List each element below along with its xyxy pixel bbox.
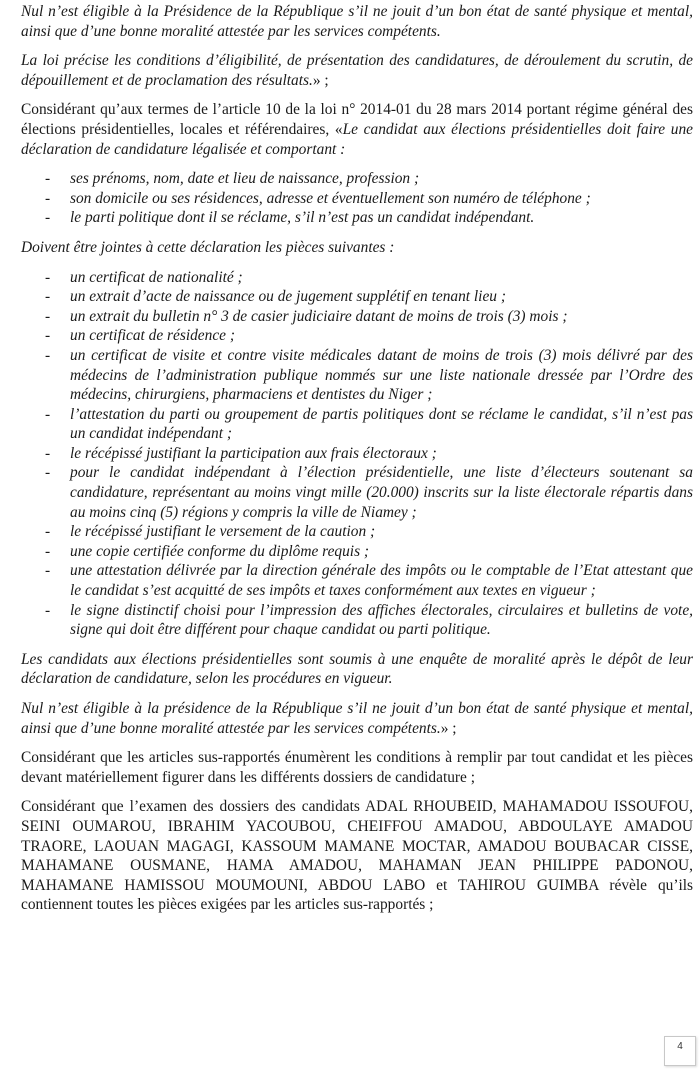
list-item bbox=[21, 346, 693, 405]
list-item bbox=[21, 561, 693, 600]
paragraph-text: Les candidats aux élections présidentielles sont soumis à une enquête de moralité après le dépôt de leur déclaration de candidature, selon les procédures en vigueur. bbox=[21, 650, 693, 688]
list-item bbox=[21, 268, 693, 288]
list-item bbox=[21, 287, 693, 307]
dash-bullet: - bbox=[45, 327, 51, 345]
paragraph-text: Doivent être jointes à cette déclaration les pièces suivantes : bbox=[21, 238, 395, 256]
paragraph-text: Nul n’est éligible à la présidence de la République s’il ne jouit d’un bon état de santé physique et mental, ainsi que d’une bonne moralité attestée par les services compétents. bbox=[21, 700, 693, 737]
list-item-text: un certificat de nationalité ; bbox=[70, 268, 243, 286]
list-item bbox=[21, 208, 693, 228]
list-item-text: un extrait d’acte de naissance ou de jugement supplétif en tenant lieu ; bbox=[70, 288, 506, 306]
dash-bullet: - bbox=[45, 542, 51, 560]
list-item-text: pour le candidat indépendant à l’élection présidentielle, une liste d’électeurs soutenant sa candidature, représentant au moins vingt mille (20.000) inscrits sur la liste électorale répartis dans au moins cinq (5) régions y compris la ville de Niamey ; bbox=[70, 464, 693, 521]
list-item-text: une copie certifiée conforme du diplôme requis ; bbox=[70, 542, 370, 560]
list-item bbox=[21, 307, 693, 327]
list-item-text: l’attestation du parti ou groupement de partis politiques dont se réclame le candidat, s’il n’est pas un candidat indépendant ; bbox=[70, 405, 693, 443]
paragraph-eligibility-intro bbox=[21, 2, 693, 41]
list-item bbox=[21, 542, 693, 562]
dash-bullet: - bbox=[45, 562, 51, 580]
paragraph-quote: Le candidat aux élections présidentielles doit faire une déclaration de candidature légalisée et comportant : bbox=[21, 120, 694, 158]
list-item bbox=[21, 522, 693, 542]
dash-bullet: - bbox=[45, 288, 51, 306]
paragraph-text: Considérant qu’aux termes de l’article 10 de la loi n° 2014-01 du 28 mars 2014 portant régime général des élections présidentielles, locales et référendaires, « bbox=[21, 101, 693, 138]
dash-bullet: - bbox=[45, 209, 51, 227]
dash-bullet: - bbox=[45, 268, 51, 286]
paragraph-text: La loi précise les conditions d’éligibilité, de présentation des candidatures, de déroulement du scrutin, de dépouillement et de proclamation des résultats. bbox=[21, 52, 693, 89]
paragraph-eligibility-repeat bbox=[21, 699, 693, 738]
paragraph-tail: » ; bbox=[440, 719, 457, 737]
paragraph-required-documents bbox=[21, 238, 693, 258]
required-documents-list bbox=[21, 268, 693, 640]
list-item-text: une attestation délivrée par la direction générale des impôts ou le comptable de l’Etat attestant que le candidat s’est acquitté de ses impôts et taxes conformément aux textes en vigueur ; bbox=[70, 562, 693, 600]
paragraph-morality-inquiry bbox=[21, 650, 693, 689]
dash-bullet: - bbox=[45, 444, 51, 462]
dash-bullet: - bbox=[45, 307, 51, 325]
dash-bullet: - bbox=[45, 346, 51, 364]
list-item-text: le récépissé justifiant la participation aux frais électoraux ; bbox=[70, 444, 437, 462]
list-item-text: un extrait du bulletin n° 3 de casier judiciaire datant de moins de trois (3) mois ; bbox=[70, 307, 568, 325]
list-item-text: le récépissé justifiant le versement de la caution ; bbox=[70, 523, 376, 541]
dash-bullet: - bbox=[45, 523, 51, 541]
dash-bullet: - bbox=[45, 189, 51, 207]
dash-bullet: - bbox=[45, 170, 51, 188]
list-item bbox=[21, 169, 693, 189]
paragraph-tail: » ; bbox=[312, 71, 329, 89]
list-item bbox=[21, 189, 693, 209]
list-item-text: un certificat de résidence ; bbox=[70, 327, 235, 345]
list-item bbox=[21, 463, 693, 522]
paragraph-conditions-enumerated bbox=[21, 748, 693, 787]
paragraph-article-10 bbox=[21, 100, 693, 159]
list-item-text: le parti politique dont il se réclame, s’il n’est pas un candidat indépendant. bbox=[70, 209, 535, 227]
dash-bullet: - bbox=[45, 405, 51, 423]
declaration-contents-list bbox=[21, 169, 693, 228]
paragraph-candidates-examination bbox=[21, 797, 693, 915]
list-item-text: son domicile ou ses résidences, adresse et éventuellement son numéro de téléphone ; bbox=[70, 189, 591, 207]
paragraph-text: Considérant que l’examen des dossiers des candidats ADAL RHOUBEID, MAHAMADOU ISSOUFOU, SEINI OUMAROU, IBRAHIM YACOUBOU, CHEIFFOU AMADOU, ABDOULAYE AMADOU TRAORE, LAOUAN MAGAGI, KASSOUM MAMANE MOCTAR, AMADOU BOUBACAR CISSE, MAHAMANE OUSMANE, HAMA AMADOU, MAHAMAN JEAN PHILIPPE PADONOU, MAHAMANE HAMISSOU MOUMOUNI, ABDOU LABO et TAHIROU GUIMBA révèle qu’ils contiennent toutes les pièces exigées par les articles sus-rapportés ; bbox=[21, 798, 693, 914]
dash-bullet: - bbox=[45, 464, 51, 482]
list-item bbox=[21, 405, 693, 444]
paragraph-law-conditions bbox=[21, 51, 693, 90]
list-item-text: le signe distinctif choisi pour l’impression des affiches électorales, circulaires et bulletins de vote, signe qui doit être différent pour chaque candidat ou parti politique. bbox=[70, 601, 693, 639]
list-item-text: un certificat de visite et contre visite médicales datant de moins de trois (3) mois délivré par des médecins de l’administration publique nommés sur une liste nationale dressée par l’Ordre des médecins, chirurgiens, pharmaciens et dentistes du Niger ; bbox=[70, 346, 693, 404]
list-item bbox=[21, 601, 693, 640]
document-page bbox=[21, 2, 693, 925]
list-item-text: ses prénoms, nom, date et lieu de naissance, profession ; bbox=[70, 170, 420, 188]
paragraph-text: Nul n’est éligible à la Présidence de la République s’il ne jouit d’un bon état de santé physique et mental, ainsi que d’une bonne moralité attestée par les services compétents. bbox=[21, 3, 693, 40]
dash-bullet: - bbox=[45, 601, 51, 619]
list-item bbox=[21, 444, 693, 464]
paragraph-text: Considérant que les articles sus-rapportés énumèrent les conditions à remplir par tout candidat et les pièces devant matériellement figurer dans les différents dossiers de candidature ; bbox=[21, 749, 693, 786]
page-number: 4 bbox=[664, 1036, 696, 1066]
list-item bbox=[21, 326, 693, 346]
